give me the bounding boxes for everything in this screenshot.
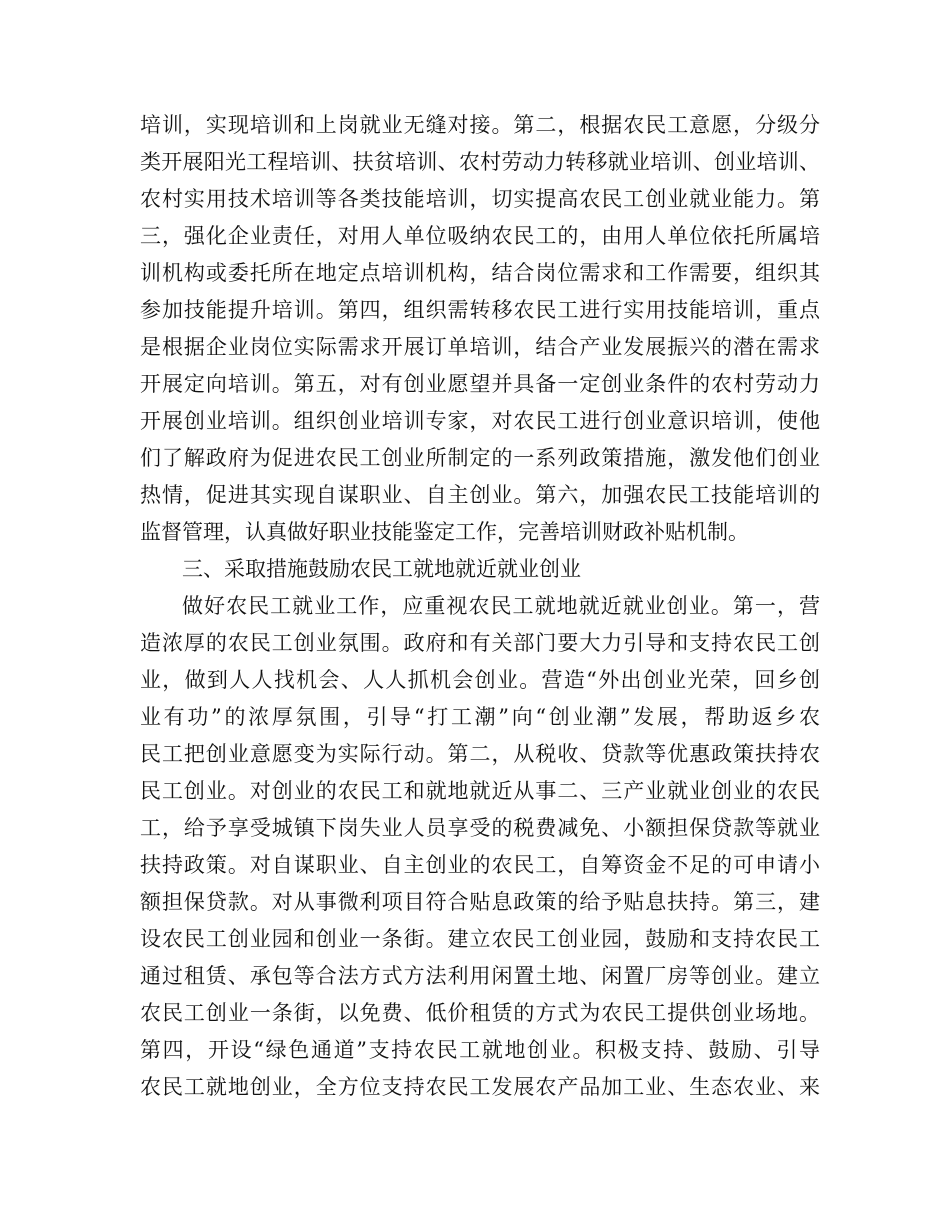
paragraph-line: 造浓厚的农民工创业氛围。政府和有关部门要大力引导和支持农民工创 [140, 631, 820, 655]
paragraph-line: 热情，促进其实现自谋职业、自主创业。第六，加强农民工技能培训的 [140, 483, 820, 507]
paragraph-line: 第四，开设“绿色通道”支持农民工就地创业。积极支持、鼓励、引导 [140, 1038, 820, 1062]
paragraph-line: 扶持政策。对自谋职业、自主创业的农民工，自筹资金不足的可申请小 [140, 853, 820, 877]
paragraph-line: 通过租赁、承包等合法方式方法利用闲置土地、闲置厂房等创业。建立 [140, 964, 820, 988]
paragraph-line: 农民工创业一条街，以免费、低价租赁的方式为农民工提供创业场地。 [140, 1001, 820, 1025]
paragraph-line: 是根据企业岗位实际需求开展订单培训，结合产业发展振兴的潜在需求 [140, 335, 820, 359]
paragraph-line: 开展创业培训。组织创业培训专家，对农民工进行创业意识培训，使他 [140, 409, 820, 433]
paragraph-line: 民工创业。对创业的农民工和就地就近从事二、三产业就业创业的农民 [140, 779, 820, 803]
paragraph-line: 设农民工创业园和创业一条街。建立农民工创业园，鼓励和支持农民工 [140, 927, 820, 951]
paragraph-line: 三，强化企业责任，对用人单位吸纳农民工的，由用人单位依托所属培 [140, 224, 820, 248]
body-text [140, 107, 820, 1106]
paragraph-line: 额担保贷款。对从事微利项目符合贴息政策的给予贴息扶持。第三，建 [140, 890, 820, 914]
paragraph-line: 类开展阳光工程培训、扶贫培训、农村劳动力转移就业培训、创业培训、 [140, 150, 820, 174]
paragraph-line: 们了解政府为促进农民工创业所制定的一系列政策措施，激发他们创业 [140, 446, 820, 470]
paragraph-line: 业，做到人人找机会、人人抓机会创业。营造“外出创业光荣，回乡创 [140, 668, 820, 692]
paragraph-line: 农民工就地创业，全方位支持农民工发展农产品加工业、生态农业、来 [140, 1075, 820, 1099]
paragraph-line: 民工把创业意愿变为实际行动。第二，从税收、贷款等优惠政策扶持农 [140, 742, 820, 766]
section-heading: 三、采取措施鼓励农民工就地就近就业创业 [182, 557, 581, 581]
paragraph-line: 参加技能提升培训。第四，组织需转移农民工进行实用技能培训，重点 [140, 298, 820, 322]
paragraph-line: 训机构或委托所在地定点培训机构，结合岗位需求和工作需要，组织其 [140, 261, 820, 285]
paragraph-line: 监督管理，认真做好职业技能鉴定工作，完善培训财政补贴机制。 [140, 520, 749, 544]
paragraph-line: 工，给予享受城镇下岗失业人员享受的税费减免、小额担保贷款等就业 [140, 816, 820, 840]
paragraph-line: 农村实用技术培训等各类技能培训，切实提高农民工创业就业能力。第 [140, 187, 820, 211]
paragraph-line: 培训，实现培训和上岗就业无缝对接。第二，根据农民工意愿，分级分 [140, 113, 820, 137]
paragraph-first-line: 做好农民工就业工作，应重视农民工就地就近就业创业。第一，营 [182, 594, 820, 618]
paragraph-line: 开展定向培训。第五，对有创业愿望并具备一定创业条件的农村劳动力 [140, 372, 820, 396]
paragraph-line: 业有功”的浓厚氛围，引导“打工潮”向“创业潮”发展，帮助返乡农 [140, 705, 820, 729]
